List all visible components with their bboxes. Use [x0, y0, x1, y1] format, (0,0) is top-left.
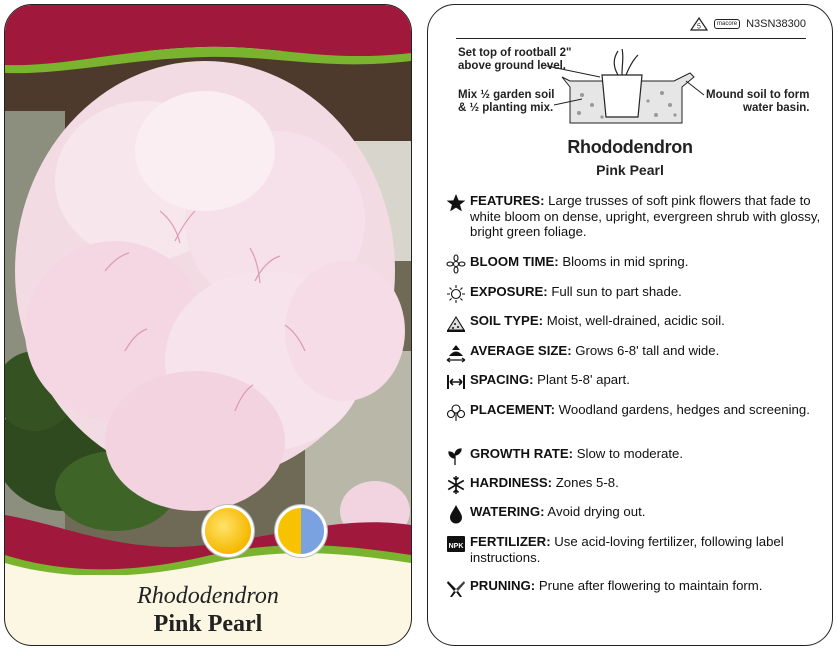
attr-bloom-time: BLOOM TIME: Blooms in mid spring.	[446, 254, 822, 274]
product-code: N3SN38300	[746, 18, 806, 30]
full-sun-icon	[202, 505, 254, 557]
plant-title: Rhododendron	[567, 137, 693, 157]
diagram-label-top: Set top of rootball 2" above ground level.	[458, 47, 572, 72]
flower-icon	[446, 254, 466, 274]
water-drop-icon	[446, 504, 466, 524]
attr-average-size: AVERAGE SIZE: Grows 6-8' tall and wide.	[446, 343, 822, 363]
attr-placement: PLACEMENT: Woodland gardens, hedges and screening.	[446, 402, 822, 422]
plant-photo	[5, 51, 411, 551]
top-banner	[5, 5, 411, 95]
sun-icon	[446, 284, 466, 304]
diagram-label-right: Mound soil to form water basin.	[706, 89, 810, 114]
diagram-label-left: Mix ½ garden soil & ½ planting mix.	[458, 89, 555, 114]
attr-watering: WATERING: Avoid drying out.	[446, 504, 822, 524]
logo-row	[690, 17, 806, 31]
svg-text:5: 5	[697, 23, 702, 31]
snowflake-icon	[446, 475, 466, 495]
size-icon	[446, 343, 466, 363]
macore-logo: macore	[714, 19, 740, 29]
top-divider	[456, 38, 806, 39]
front-label-card	[4, 4, 412, 646]
spacing-icon	[446, 372, 466, 392]
front-variety-title: Pink Pearl	[153, 611, 263, 637]
growth-icon	[446, 446, 466, 466]
back-label-card	[427, 4, 833, 646]
npk-icon	[446, 534, 466, 554]
attr-soil-type: SOIL TYPE: Moist, well-drained, acidic soil.	[446, 313, 822, 333]
planting-illustration	[442, 43, 822, 133]
attr-fertilizer: NPK FERTILIZER: Use acid-loving fertilizer, following label instructions.	[446, 534, 822, 565]
attr-hardiness: HARDINESS: Zones 5-8.	[446, 475, 822, 495]
placement-icon	[446, 402, 466, 422]
part-shade-icon	[275, 505, 327, 557]
plant-subtitle: Pink Pearl	[596, 162, 664, 178]
pruners-icon	[446, 578, 466, 598]
star-icon	[446, 193, 466, 213]
front-genus-title: Rhododendron	[137, 583, 279, 609]
soil-icon	[446, 313, 466, 333]
attr-pruning: PRUNING: Prune after flowering to maintain form.	[446, 578, 822, 598]
attr-features: FEATURES: Large trusses of soft pink flowers that fade to white bloom on dense, upright, evergreen shrub with glossy, bright green foliage.	[446, 193, 822, 240]
svg-text:NPK: NPK	[448, 543, 464, 550]
recycle-icon	[690, 17, 708, 31]
attr-spacing: SPACING: Plant 5-8' apart.	[446, 372, 822, 392]
attr-exposure: EXPOSURE: Full sun to part shade.	[446, 284, 822, 304]
attr-growth-rate: GROWTH RATE: Slow to moderate.	[446, 446, 822, 466]
planting-diagram	[442, 43, 822, 133]
